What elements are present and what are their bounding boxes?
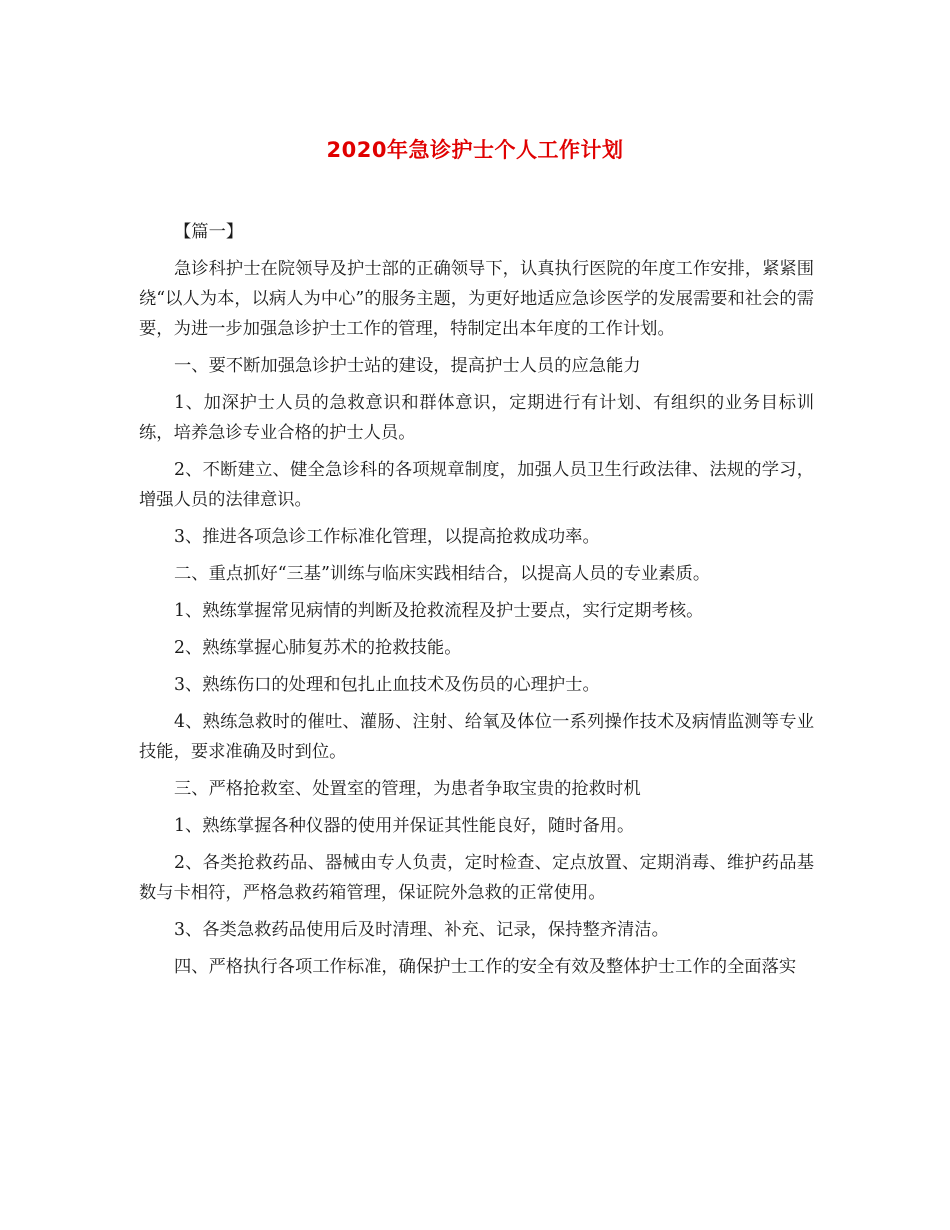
list-item: 1、熟练掌握各种仪器的使用并保证其性能良好，随时备用。: [174, 816, 635, 836]
document-title: 2020年急诊护士个人工作计划: [326, 138, 624, 162]
document-body: [139, 217, 814, 989]
list-item: 4、熟练急救时的催吐、灌肠、注射、给氧及体位一系列操作技术及病情监测等专业技能，要求准确及时到位。: [139, 712, 814, 762]
list-item: 2、熟练掌握心肺复苏术的抢救技能。: [174, 638, 462, 658]
list-item: 2、各类抢救药品、器械由专人负责，定时检查、定点放置、定期消毒、维护药品基数与卡相符，严格急救药箱管理，保证院外急救的正常使用。: [139, 853, 814, 903]
list-item: 2、不断建立、健全急诊科的各项规章制度，加强人员卫生行政法律、法规的学习，增强人员的法律意识。: [139, 460, 814, 510]
list-item: 3、熟练伤口的处理和包扎止血技术及伤员的心理护士。: [174, 675, 600, 695]
section-heading-1: 一、要不断加强急诊护士站的建设，提高护士人员的应急能力: [174, 356, 641, 376]
list-item: 3、各类急救药品使用后及时清理、补充、记录，保持整齐清洁。: [174, 920, 669, 940]
list-item: 1、加深护士人员的急救意识和群体意识，定期进行有计划、有组织的业务目标训练，培养急诊专业合格的护士人员。: [139, 393, 814, 443]
list-item: 3、推进各项急诊工作标准化管理，以提高抢救成功率。: [174, 527, 600, 547]
section-heading-4: 四、严格执行各项工作标准，确保护士工作的安全有效及整体护士工作的全面落实: [174, 957, 797, 977]
section-heading-part-one: 【篇一】: [174, 222, 244, 242]
section-heading-2: 二、重点抓好“三基”训练与临床实践相结合，以提高人员的专业素质。: [174, 564, 711, 584]
intro-paragraph: 急诊科护士在院领导及护士部的正确领导下，认真执行医院的年度工作安排，紧紧围绕“以人为本，以病人为中心”的服务主题，为更好地适应急诊医学的发展需要和社会的需要，为进一步加强急诊护士工作的管理，特制定出本年度的工作计划。: [139, 259, 814, 339]
section-heading-3: 三、严格抢救室、处置室的管理，为患者争取宝贵的抢救时机: [174, 779, 641, 799]
list-item: 1、熟练掌握常见病情的判断及抢救流程及护士要点，实行定期考核。: [174, 601, 704, 621]
